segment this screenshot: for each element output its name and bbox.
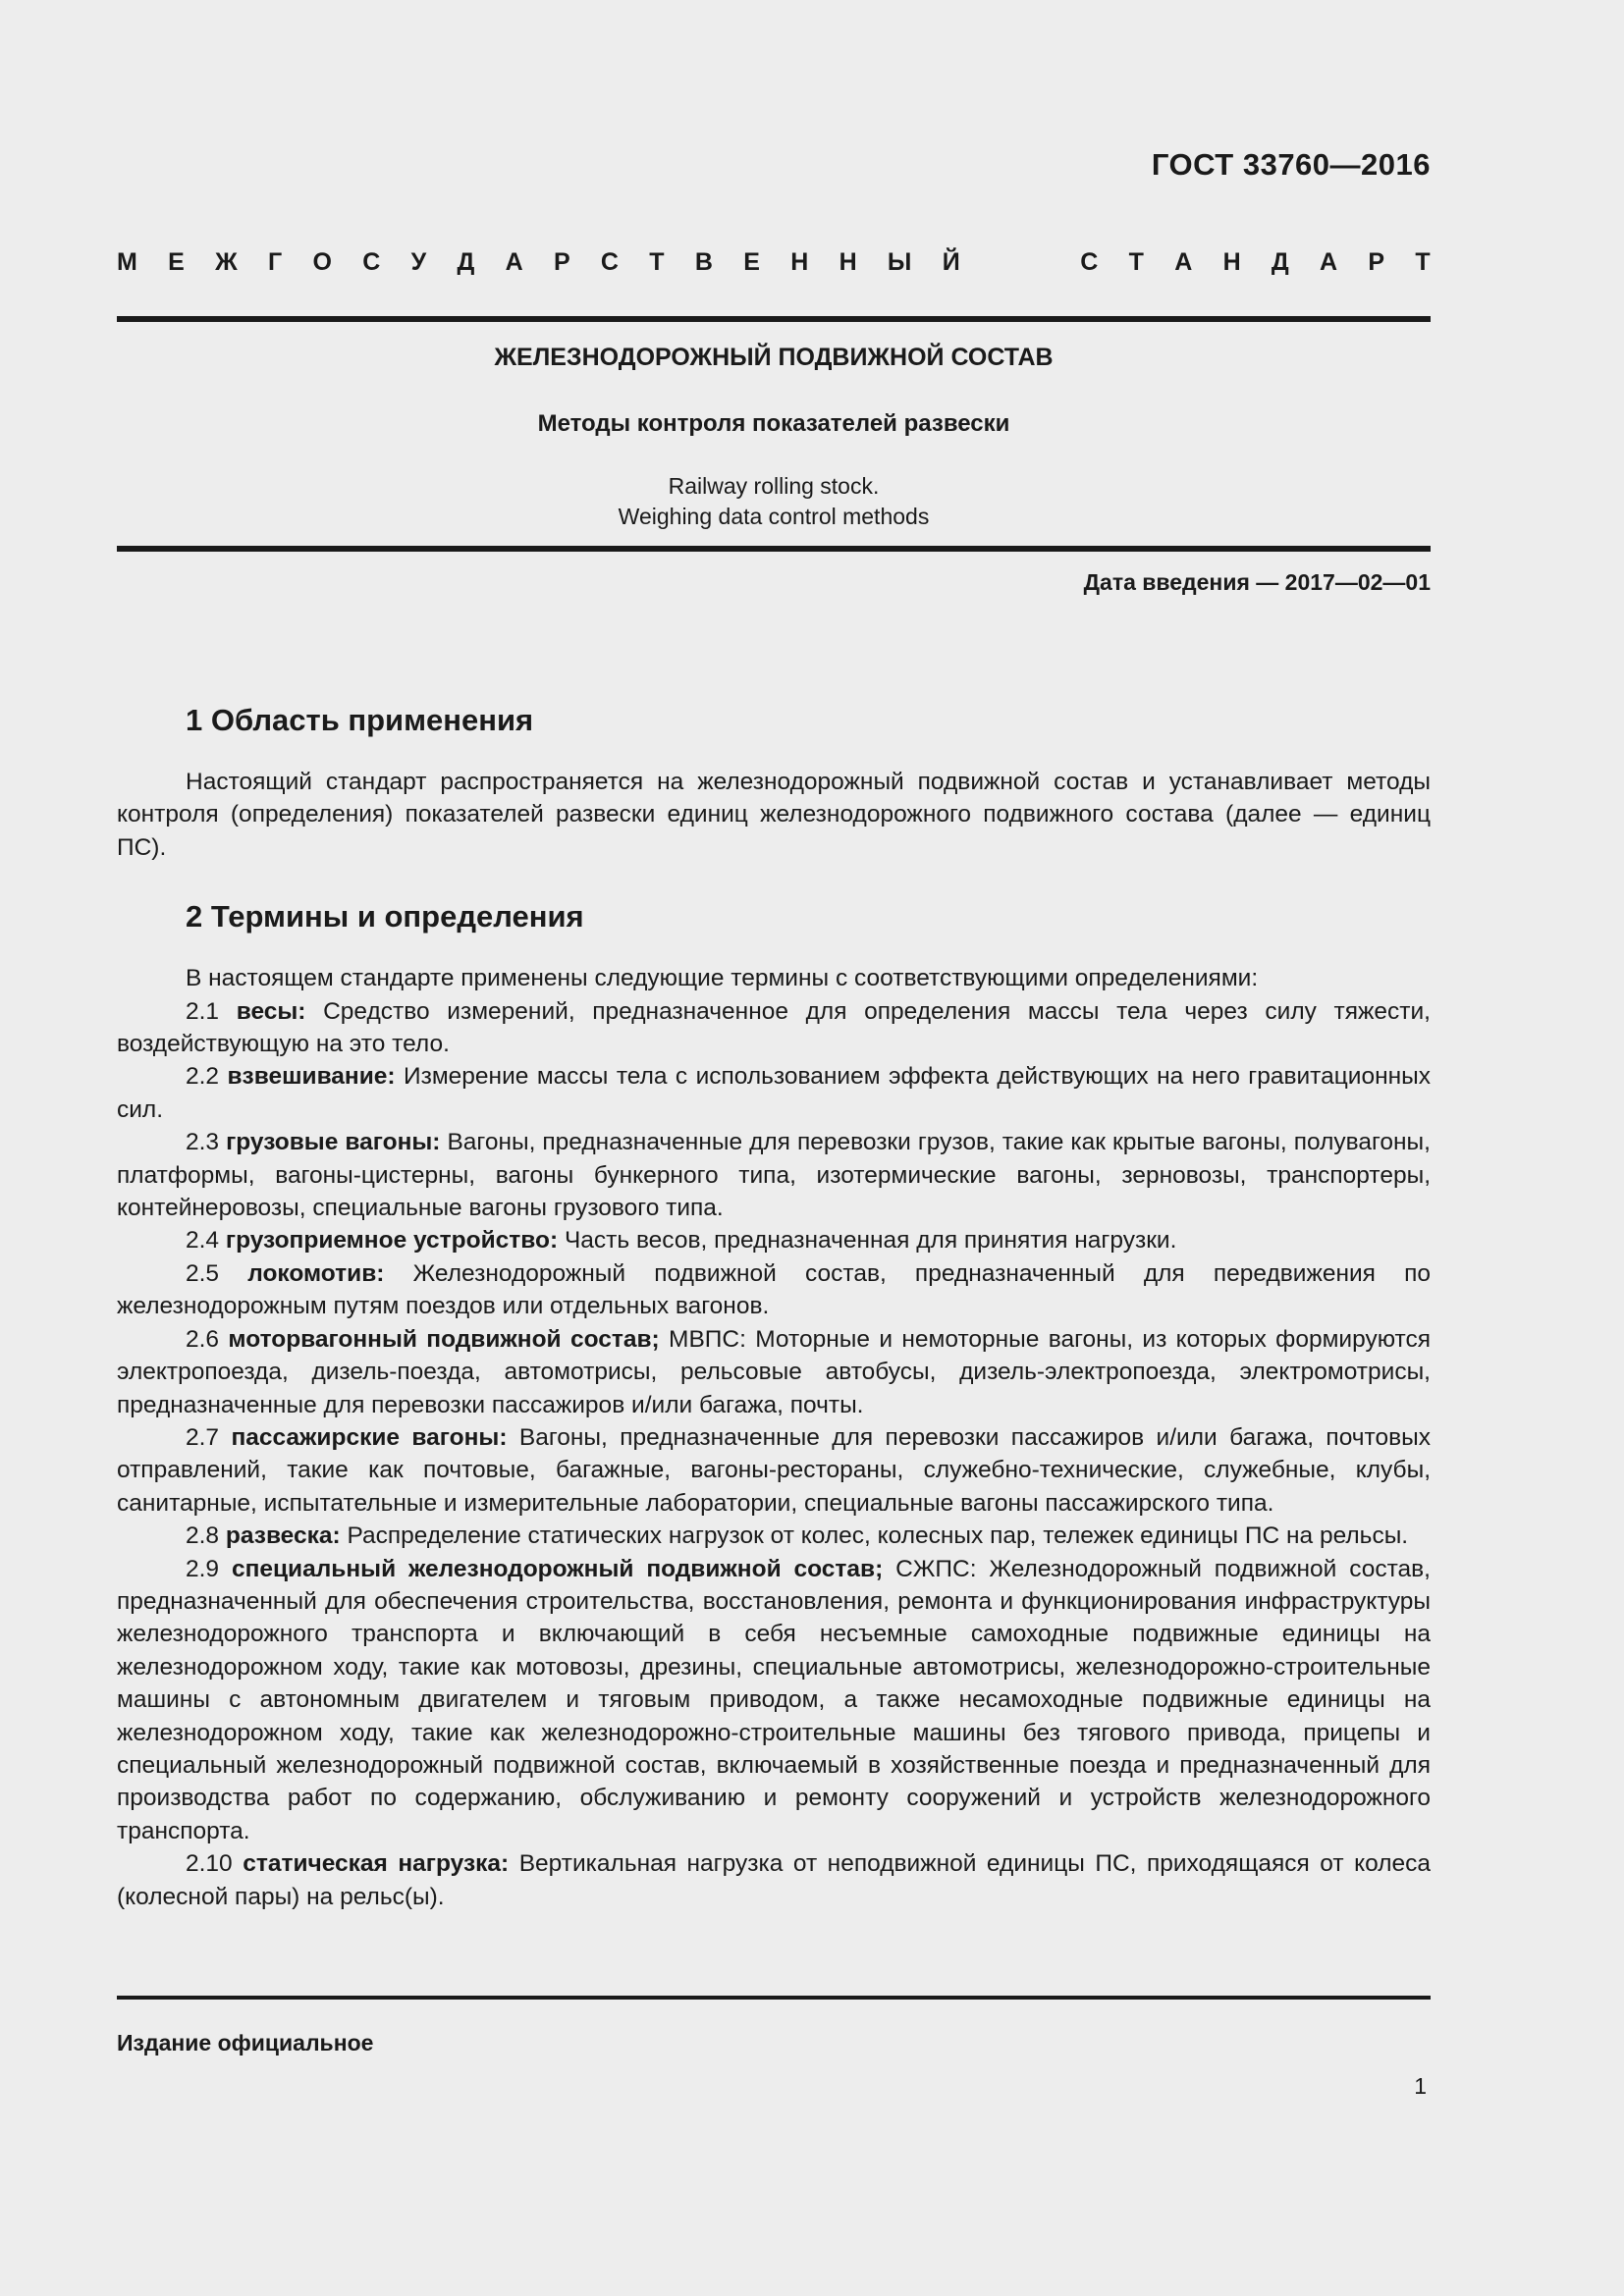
document-subtitle: Методы контроля показателей развески (537, 410, 1010, 437)
term-definition (117, 1421, 1431, 1520)
standard-type-letter: Н (790, 248, 809, 276)
english-title (117, 471, 1431, 532)
page-number: 1 (1414, 2073, 1427, 2099)
standard-type-letter: Т (649, 248, 665, 276)
standard-type-letter: Н (1222, 248, 1241, 276)
term-number: 2.5 (186, 1259, 248, 1287)
standard-type-letter: Й (942, 248, 960, 276)
english-title-line2: Weighing data control methods (618, 504, 930, 529)
section-2-intro: В настоящем стандарте применены следующие термины с соответствующими определениями: (186, 965, 1259, 992)
standard-type-letter: С (362, 248, 381, 276)
term-name: специальный железнодорожный подвижной состав; (231, 1555, 884, 1582)
edition-label: Издание официальное (117, 2030, 374, 2056)
term-name: взвешивание: (227, 1063, 396, 1091)
term-name: моторвагонный подвижной состав; (228, 1325, 660, 1353)
standard-type-letter: Ы (887, 248, 912, 276)
standard-type-letter: У (410, 248, 427, 276)
english-title-line1: Railway rolling stock. (668, 473, 880, 499)
standard-type-letter: Р (1368, 248, 1385, 276)
term-text: СЖПС: Железнодорожный подвижной состав, предназначенный для обеспечения строительства, восстановления, ремонта и функционирования инфраструктуры железнодорожного транспорта и включающий в себя несъемные самоходные подвижные единицы на железнодорожном ходу, такие как мотовозы, дрезины, специальные автомотрисы, железнодорожно-строительные машины с автономным двигателем и тяговым приводом, а также несамоходные подвижные единицы на железнодорожном ходу, такие как железнодорожно-строительные машины без тягового привода, прицепы и специальный железнодорожный подвижной состав, включаемый в хозяйственные поезда и предназначенный для производства работ по содержанию, обслуживанию и ремонту сооружений и устройств железнодорожного транспорта. (117, 1555, 1431, 1844)
term-name: развеска: (225, 1522, 341, 1550)
standard-number: ГОСТ 33760—2016 (1151, 147, 1431, 182)
term-number: 2.1 (186, 997, 237, 1025)
term-name: локомотив: (247, 1259, 385, 1287)
term-text: Измерение массы тела с использованием эффекта действующих на него гравитационных сил. (117, 1063, 1431, 1123)
introduction-date: Дата введения — 2017—02—01 (1083, 569, 1431, 595)
title-bottom-rule (117, 546, 1431, 552)
standard-type-letter: О (312, 248, 332, 276)
term-number: 2.7 (186, 1423, 232, 1451)
term-definition (117, 1847, 1431, 1913)
term-definition (117, 1257, 1431, 1323)
term-name: весы: (236, 997, 306, 1025)
terms-list (117, 995, 1431, 1913)
standard-type-letter: Т (1128, 248, 1144, 276)
standard-type-letter: Р (553, 248, 570, 276)
standard-type-letter: М (117, 248, 137, 276)
term-text: Вагоны, предназначенные для перевозки грузов, такие как крытые вагоны, полувагоны, платформы, вагоны-цистерны, вагоны бункерного типа, изотермические вагоны, зерновозы, транспортеры, контейнеровозы, специальные вагоны грузового типа. (117, 1129, 1431, 1222)
term-number: 2.3 (186, 1129, 227, 1156)
term-number: 2.6 (186, 1325, 229, 1353)
section-1-heading: 1 Область применения (186, 703, 534, 737)
term-name: статическая нагрузка: (243, 1850, 510, 1878)
section-2-heading: 2 Термины и определения (186, 899, 584, 934)
standard-type-letter: Ж (215, 248, 238, 276)
term-definition (117, 1224, 1431, 1256)
standard-type-letter: Е (168, 248, 185, 276)
standard-type-letter: Г (268, 248, 283, 276)
standard-type-letter: А (1174, 248, 1193, 276)
term-definition (117, 995, 1431, 1061)
term-definition (117, 1060, 1431, 1126)
standard-type-letter: Т (1415, 248, 1431, 276)
document-body (117, 699, 1431, 1913)
term-text: Вертикальная нагрузка от неподвижной единицы ПС, приходящаяся от колеса (колесной пары) на рельс(ы). (117, 1850, 1431, 1910)
term-name: грузовые вагоны: (226, 1129, 441, 1156)
term-number: 2.2 (186, 1063, 228, 1091)
standard-type-letter: Е (743, 248, 760, 276)
term-number: 2.8 (186, 1522, 226, 1550)
term-name: грузоприемное устройство: (225, 1227, 559, 1255)
term-text: Железнодорожный подвижной состав, предназначенный для передвижения по железнодорожным путям поездов или отдельных вагонов. (117, 1259, 1431, 1320)
footer-rule (117, 1996, 1431, 2000)
standard-type-letter: С (1080, 248, 1099, 276)
standard-type-letter: А (505, 248, 523, 276)
standard-type-heading (117, 248, 1431, 277)
term-name: пассажирские вагоны: (231, 1423, 508, 1451)
section-1-text: Настоящий стандарт распространяется на железнодорожный подвижной состав и устанавливает методы контроля (определения) показателей развески единиц железнодорожного подвижного состава (далее — единиц ПС). (117, 769, 1431, 861)
standard-type-letter: Д (457, 248, 475, 276)
term-text: Вагоны, предназначенные для перевозки пассажиров и/или багажа, почтовых отправлений, такие как почтовые, багажные, вагоны-рестораны, служебно-технические, служебные, клубы, санитарные, испытательные и измерительные лаборатории, специальные вагоны пассажирского типа. (117, 1423, 1431, 1517)
standard-type-letter: С (600, 248, 619, 276)
term-definition (117, 1553, 1431, 1848)
term-definition (117, 1126, 1431, 1224)
term-definition (117, 1323, 1431, 1421)
standard-type-letter: В (694, 248, 713, 276)
term-text: Часть весов, предназначенная для принятия нагрузки. (558, 1227, 1177, 1255)
term-text: Распределение статических нагрузок от колес, колесных пар, тележек единицы ПС на рельсы. (340, 1522, 1409, 1550)
term-number: 2.10 (186, 1850, 244, 1878)
top-rule (117, 316, 1431, 322)
standard-type-letter: Н (839, 248, 857, 276)
term-definition (117, 1520, 1431, 1552)
term-text: МВПС: Моторные и немоторные вагоны, из которых формируются электропоезда, дизель-поезда, автомотрисы, рельсовые автобусы, дизель-электропоезда, электромотрисы, предназначенные для перевозки пассажиров и/или багажа, почты. (117, 1325, 1432, 1418)
term-text: Средство измерений, предназначенное для определения массы тела через силу тяжести, воздействующую на это тело. (117, 997, 1431, 1058)
term-number: 2.4 (186, 1227, 226, 1255)
term-number: 2.9 (186, 1555, 232, 1582)
standard-type-letter: Д (1271, 248, 1289, 276)
standard-type-letter: А (1320, 248, 1338, 276)
document-title: ЖЕЛЕЗНОДОРОЖНЫЙ ПОДВИЖНОЙ СОСТАВ (494, 344, 1054, 371)
